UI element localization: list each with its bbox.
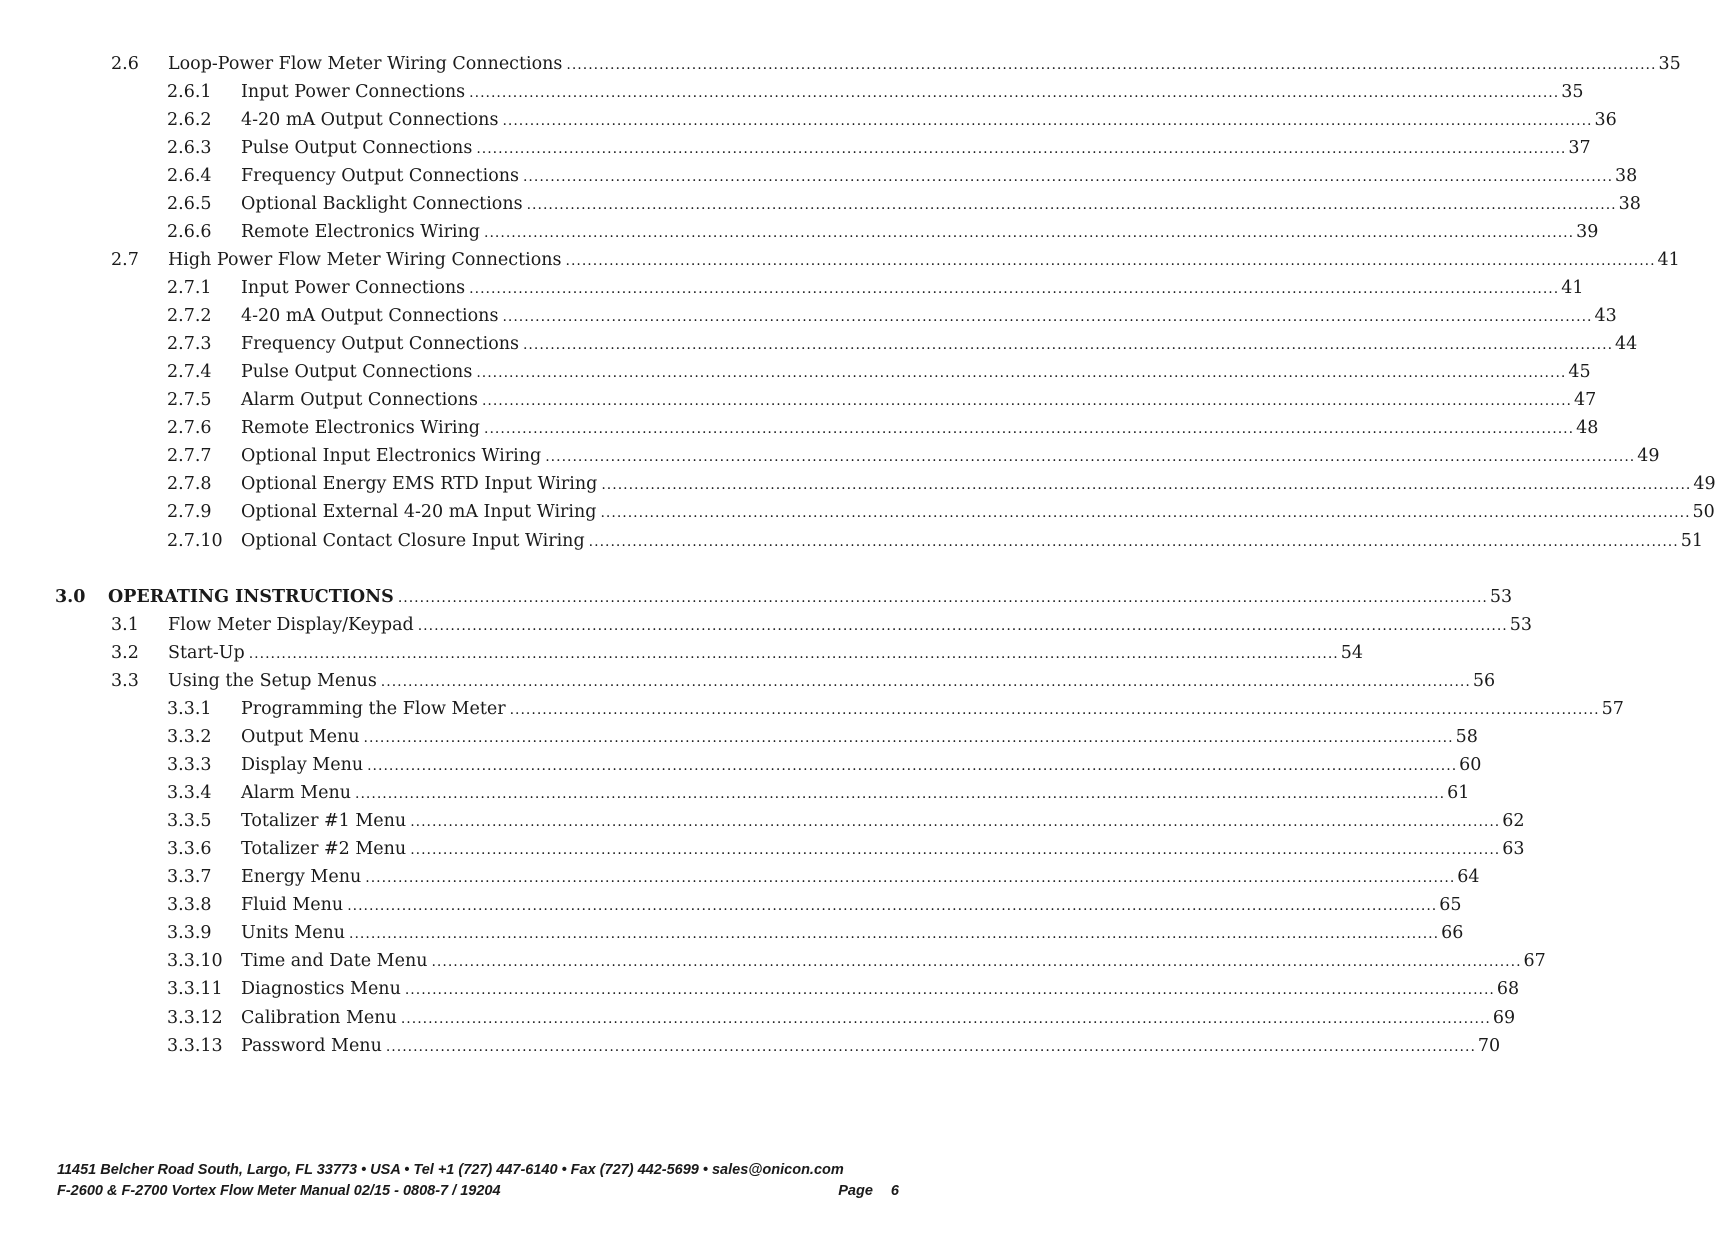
toc-entry-page: 57 (1601, 699, 1624, 719)
toc-entry-page: 39 (1576, 222, 1599, 242)
toc-entry-title: 4-20 mA Output Connections (241, 306, 499, 326)
toc-entry (167, 1033, 1501, 1059)
toc-entry-title: Frequency Output Connections (241, 166, 519, 186)
toc-entry-number: 2.7.10 (167, 531, 223, 551)
toc-entry-page: 70 (1477, 1036, 1501, 1056)
toc-dot-leader: ........................................................................................................................................................................................................ (588, 534, 1679, 550)
toc-entry-page: 54 (1340, 643, 1364, 663)
toc-entry (167, 976, 1520, 1002)
toc-entry-number: 2.7.3 (167, 334, 212, 354)
toc-entry (167, 724, 1478, 750)
toc-entry (167, 836, 1525, 862)
toc-entry (167, 331, 1638, 357)
toc-entry-number: 2.6 (111, 54, 139, 74)
toc-entry-page: 43 (1594, 306, 1617, 326)
toc-entry-number: 2.7.9 (167, 502, 212, 522)
toc-entry (167, 696, 1624, 722)
toc-entry-page: 48 (1576, 418, 1599, 438)
toc-entry-title: Units Menu (241, 923, 346, 943)
toc-dot-leader: ........................................................................................................................................................................................................ (600, 505, 1691, 521)
toc-entry-number: 3.3.9 (167, 923, 212, 943)
toc-entry-page: 41 (1657, 250, 1680, 270)
toc-entry-title: Time and Date Menu (241, 951, 428, 971)
toc-entry-title: Remote Electronics Wiring (241, 222, 481, 242)
toc-entry-title: Password Menu (241, 1036, 382, 1056)
toc-entry-title: Alarm Menu (241, 783, 352, 803)
toc-entry-number: 2.7.6 (167, 418, 212, 438)
toc-dot-leader: ........................................................................................................................................................................................................ (363, 730, 1454, 746)
toc-dot-leader: ........................................................................................................................................................................................................ (481, 393, 1572, 409)
toc-entry-number: 2.7.4 (167, 362, 212, 382)
toc-dot-leader: ........................................................................................................................................................................................................ (365, 870, 1456, 886)
toc-entry-number: 3.3.6 (167, 839, 212, 859)
toc-entry-number: 3.3.11 (167, 979, 223, 999)
toc-entry-title: Diagnostics Menu (241, 979, 401, 999)
toc-entry-title: Using the Setup Menus (168, 671, 377, 691)
toc-entry-page: 63 (1502, 839, 1525, 859)
toc-dot-leader: ........................................................................................................................................................................................................ (484, 225, 1575, 241)
toc-entry-page: 49 (1693, 474, 1716, 494)
toc-entry-title: Remote Electronics Wiring (241, 418, 481, 438)
toc-entry (167, 920, 1464, 946)
toc-dot-leader: ........................................................................................................................................................................................................ (347, 898, 1438, 914)
toc-entry-number: 2.7.2 (167, 306, 212, 326)
toc-entry-page: 37 (1568, 138, 1591, 158)
toc-entry-page: 36 (1594, 110, 1617, 130)
toc-entry (167, 864, 1480, 890)
toc-entry-page: 49 (1637, 446, 1660, 466)
toc-dot-leader: ........................................................................................................................................................................................................ (469, 281, 1560, 297)
toc-dot-leader: ........................................................................................................................................................................................................ (248, 646, 1339, 662)
toc-entry-title: Optional Input Electronics Wiring (241, 446, 542, 466)
toc-entry (167, 359, 1591, 385)
toc-entry-number: 3.3.8 (167, 895, 212, 915)
toc-dot-leader: ........................................................................................................................................................................................................ (526, 197, 1617, 213)
toc-dot-leader: ........................................................................................................................................................................................................ (565, 253, 1656, 269)
toc-entry-page: 35 (1561, 82, 1584, 102)
toc-entry-title: Programming the Flow Meter (241, 699, 506, 719)
toc-entry (167, 528, 1703, 554)
toc-entry-number: 2.7.1 (167, 278, 212, 298)
toc-entry-title: Display Menu (241, 755, 364, 775)
toc-entry-page: 58 (1455, 727, 1478, 747)
toc-entry-page: 68 (1496, 979, 1520, 999)
toc-entry-title: Calibration Menu (241, 1008, 397, 1028)
toc-entry-title: Optional Energy EMS RTD Input Wiring (241, 474, 598, 494)
toc-entry (111, 668, 1496, 694)
toc-entry-number: 2.6.3 (167, 138, 212, 158)
toc-dot-leader: ........................................................................................................................................................................................................ (502, 113, 1593, 129)
toc-dot-leader: ........................................................................................................................................................................................................ (431, 954, 1522, 970)
toc-entry-title: Energy Menu (241, 867, 362, 887)
toc-entry-number: 2.6.6 (167, 222, 212, 242)
toc-entry-number: 3.1 (111, 615, 139, 635)
toc-entry-title: Totalizer #2 Menu (241, 839, 407, 859)
toc-dot-leader: ........................................................................................................................................................................................................ (397, 590, 1488, 606)
toc-dot-leader: ........................................................................................................................................................................................................ (400, 1011, 1491, 1027)
toc-dot-leader: ........................................................................................................................................................................................................ (502, 309, 1593, 325)
toc-entry-page: 65 (1439, 895, 1462, 915)
toc-entry-number: 2.6.2 (167, 110, 212, 130)
toc-entry (167, 752, 1482, 778)
toc-dot-leader: ........................................................................................................................................................................................................ (380, 674, 1471, 690)
toc-entry-page: 61 (1447, 783, 1470, 803)
toc-entry (111, 612, 1533, 638)
toc-entry-number: 2.6.1 (167, 82, 212, 102)
toc-entry (167, 892, 1462, 918)
footer-page (820, 1183, 899, 1199)
toc-entry (111, 640, 1364, 666)
toc-entry (167, 499, 1715, 525)
toc-entry-title: Loop-Power Flow Meter Wiring Connections (168, 54, 563, 74)
toc-dot-leader: ........................................................................................................................................................................................................ (469, 85, 1560, 101)
toc-entry-page: 35 (1658, 54, 1681, 74)
toc-entry-page: 45 (1568, 362, 1591, 382)
toc-entry-title: Optional External 4-20 mA Input Wiring (241, 502, 597, 522)
toc-entry (167, 443, 1660, 469)
toc-entry-number: 2.6.5 (167, 194, 212, 214)
toc-entry-page: 64 (1457, 867, 1480, 887)
toc-dot-leader: ........................................................................................................................................................................................................ (349, 926, 1440, 942)
toc-entry-number: 3.3.2 (167, 727, 212, 747)
toc-dot-leader: ........................................................................................................................................................................................................ (410, 814, 1501, 830)
toc-entry-title: Output Menu (241, 727, 360, 747)
toc-entry-title: Pulse Output Connections (241, 362, 473, 382)
toc-entry-page: 44 (1615, 334, 1638, 354)
toc-entry (167, 808, 1525, 834)
toc-entry-page: 38 (1618, 194, 1641, 214)
toc-entry-title: Frequency Output Connections (241, 334, 519, 354)
toc-entry-title: Flow Meter Display/Keypad (168, 615, 414, 635)
toc-entry (167, 948, 1546, 974)
footer-manual-title: F-2600 & F-2700 Vortex Flow Meter Manual 02/15 - 0808-7 / 19204 (57, 1183, 501, 1199)
toc-entry-page: 38 (1615, 166, 1638, 186)
toc-dot-leader: ........................................................................................................................................................................................................ (522, 337, 1614, 353)
toc-entry-number: 3.3.7 (167, 867, 212, 887)
toc-entry-title: OPERATING INSTRUCTIONS (108, 587, 394, 607)
toc-dot-leader: ........................................................................................................................................................................................................ (476, 365, 1567, 381)
toc-entry (167, 387, 1597, 413)
toc-entry-number: 3.3.4 (167, 783, 212, 803)
toc-entry-number: 3.3.10 (167, 951, 223, 971)
toc-dot-leader: ........................................................................................................................................................................................................ (410, 842, 1501, 858)
toc-entry-title: Start-Up (168, 643, 245, 663)
toc-dot-leader: ........................................................................................................................................................................................................ (601, 477, 1692, 493)
toc-entry-title: Input Power Connections (241, 82, 466, 102)
toc-entry (167, 191, 1641, 217)
toc-entry-page: 50 (1692, 502, 1715, 522)
toc-entry-page: 53 (1509, 615, 1533, 635)
toc-dot-leader: ........................................................................................................................................................................................................ (484, 421, 1575, 437)
toc-entry (167, 1005, 1516, 1031)
toc-entry (111, 51, 1681, 77)
toc-entry (111, 247, 1680, 273)
toc-entry-title: High Power Flow Meter Wiring Connections (168, 250, 562, 270)
toc-entry (167, 219, 1599, 245)
toc-dot-leader: ........................................................................................................................................................................................................ (417, 618, 1508, 634)
footer-manual-line (57, 1183, 899, 1199)
toc-dot-leader: ........................................................................................................................................................................................................ (509, 702, 1600, 718)
toc-entry-title: Pulse Output Connections (241, 138, 473, 158)
toc-entry-page: 67 (1523, 951, 1546, 971)
toc-entry (167, 107, 1617, 133)
toc-entry-title: Optional Contact Closure Input Wiring (241, 531, 585, 551)
toc-entry-number: 3.3.12 (167, 1008, 223, 1028)
toc-dot-leader: ........................................................................................................................................................................................................ (355, 786, 1446, 802)
toc-entry-title: Optional Backlight Connections (241, 194, 523, 214)
toc-entry-number: 3.3.1 (167, 699, 212, 719)
toc-entry (167, 135, 1591, 161)
toc-entry-number: 2.7 (111, 250, 139, 270)
toc-entry-page: 53 (1489, 587, 1513, 607)
toc-dot-leader: ........................................................................................................................................................................................................ (385, 1039, 1476, 1055)
toc-entry-page: 69 (1492, 1008, 1516, 1028)
toc-entry (167, 275, 1584, 301)
toc-entry (167, 471, 1716, 497)
toc-entry-number: 2.7.5 (167, 390, 212, 410)
toc-entry (167, 303, 1617, 329)
toc-entry (167, 79, 1584, 105)
toc-entry-title: 4-20 mA Output Connections (241, 110, 499, 130)
toc-entry-title: Totalizer #1 Menu (241, 811, 407, 831)
toc-entry-number: 3.2 (111, 643, 139, 663)
toc-entry-number: 2.7.7 (167, 446, 212, 466)
toc-dot-leader: ........................................................................................................................................................................................................ (545, 449, 1636, 465)
footer-address: 11451 Belcher Road South, Largo, FL 33773 • USA • Tel +1 (727) 447-6140 • Fax (727) 442-5699 • sales@onicon.com (57, 1162, 844, 1178)
toc-entry-title: Alarm Output Connections (241, 390, 478, 410)
toc-entry (167, 780, 1470, 806)
toc-entry-number: 3.0 (55, 587, 86, 607)
toc-entry-title: Input Power Connections (241, 278, 466, 298)
toc-entry-number: 2.6.4 (167, 166, 212, 186)
toc-entry-number: 3.3.13 (167, 1036, 223, 1056)
toc-entry-number: 2.7.8 (167, 474, 212, 494)
toc-entry-number: 3.3 (111, 671, 139, 691)
toc-entry-page: 51 (1680, 531, 1703, 551)
toc-entry-page: 41 (1561, 278, 1584, 298)
toc-entry-page: 60 (1459, 755, 1482, 775)
toc-entry-number: 3.3.3 (167, 755, 212, 775)
footer-page-label: Page (838, 1183, 873, 1199)
toc-entry-page: 62 (1502, 811, 1525, 831)
toc-entry (55, 584, 1513, 610)
toc-dot-leader: ........................................................................................................................................................................................................ (522, 169, 1614, 185)
toc-entry-title: Fluid Menu (241, 895, 344, 915)
toc-entry-number: 3.3.5 (167, 811, 212, 831)
footer-page-number: 6 (890, 1183, 899, 1199)
toc-dot-leader: ........................................................................................................................................................................................................ (367, 758, 1458, 774)
toc-entry-page: 66 (1441, 923, 1464, 943)
toc-dot-leader: ........................................................................................................................................................................................................ (404, 982, 1495, 998)
toc-entry (167, 163, 1638, 189)
toc-entry-page: 47 (1574, 390, 1597, 410)
toc-dot-leader: ........................................................................................................................................................................................................ (476, 141, 1567, 157)
toc-dot-leader: ........................................................................................................................................................................................................ (566, 57, 1657, 73)
toc-entry (167, 415, 1599, 441)
toc-entry-page: 56 (1472, 671, 1496, 691)
